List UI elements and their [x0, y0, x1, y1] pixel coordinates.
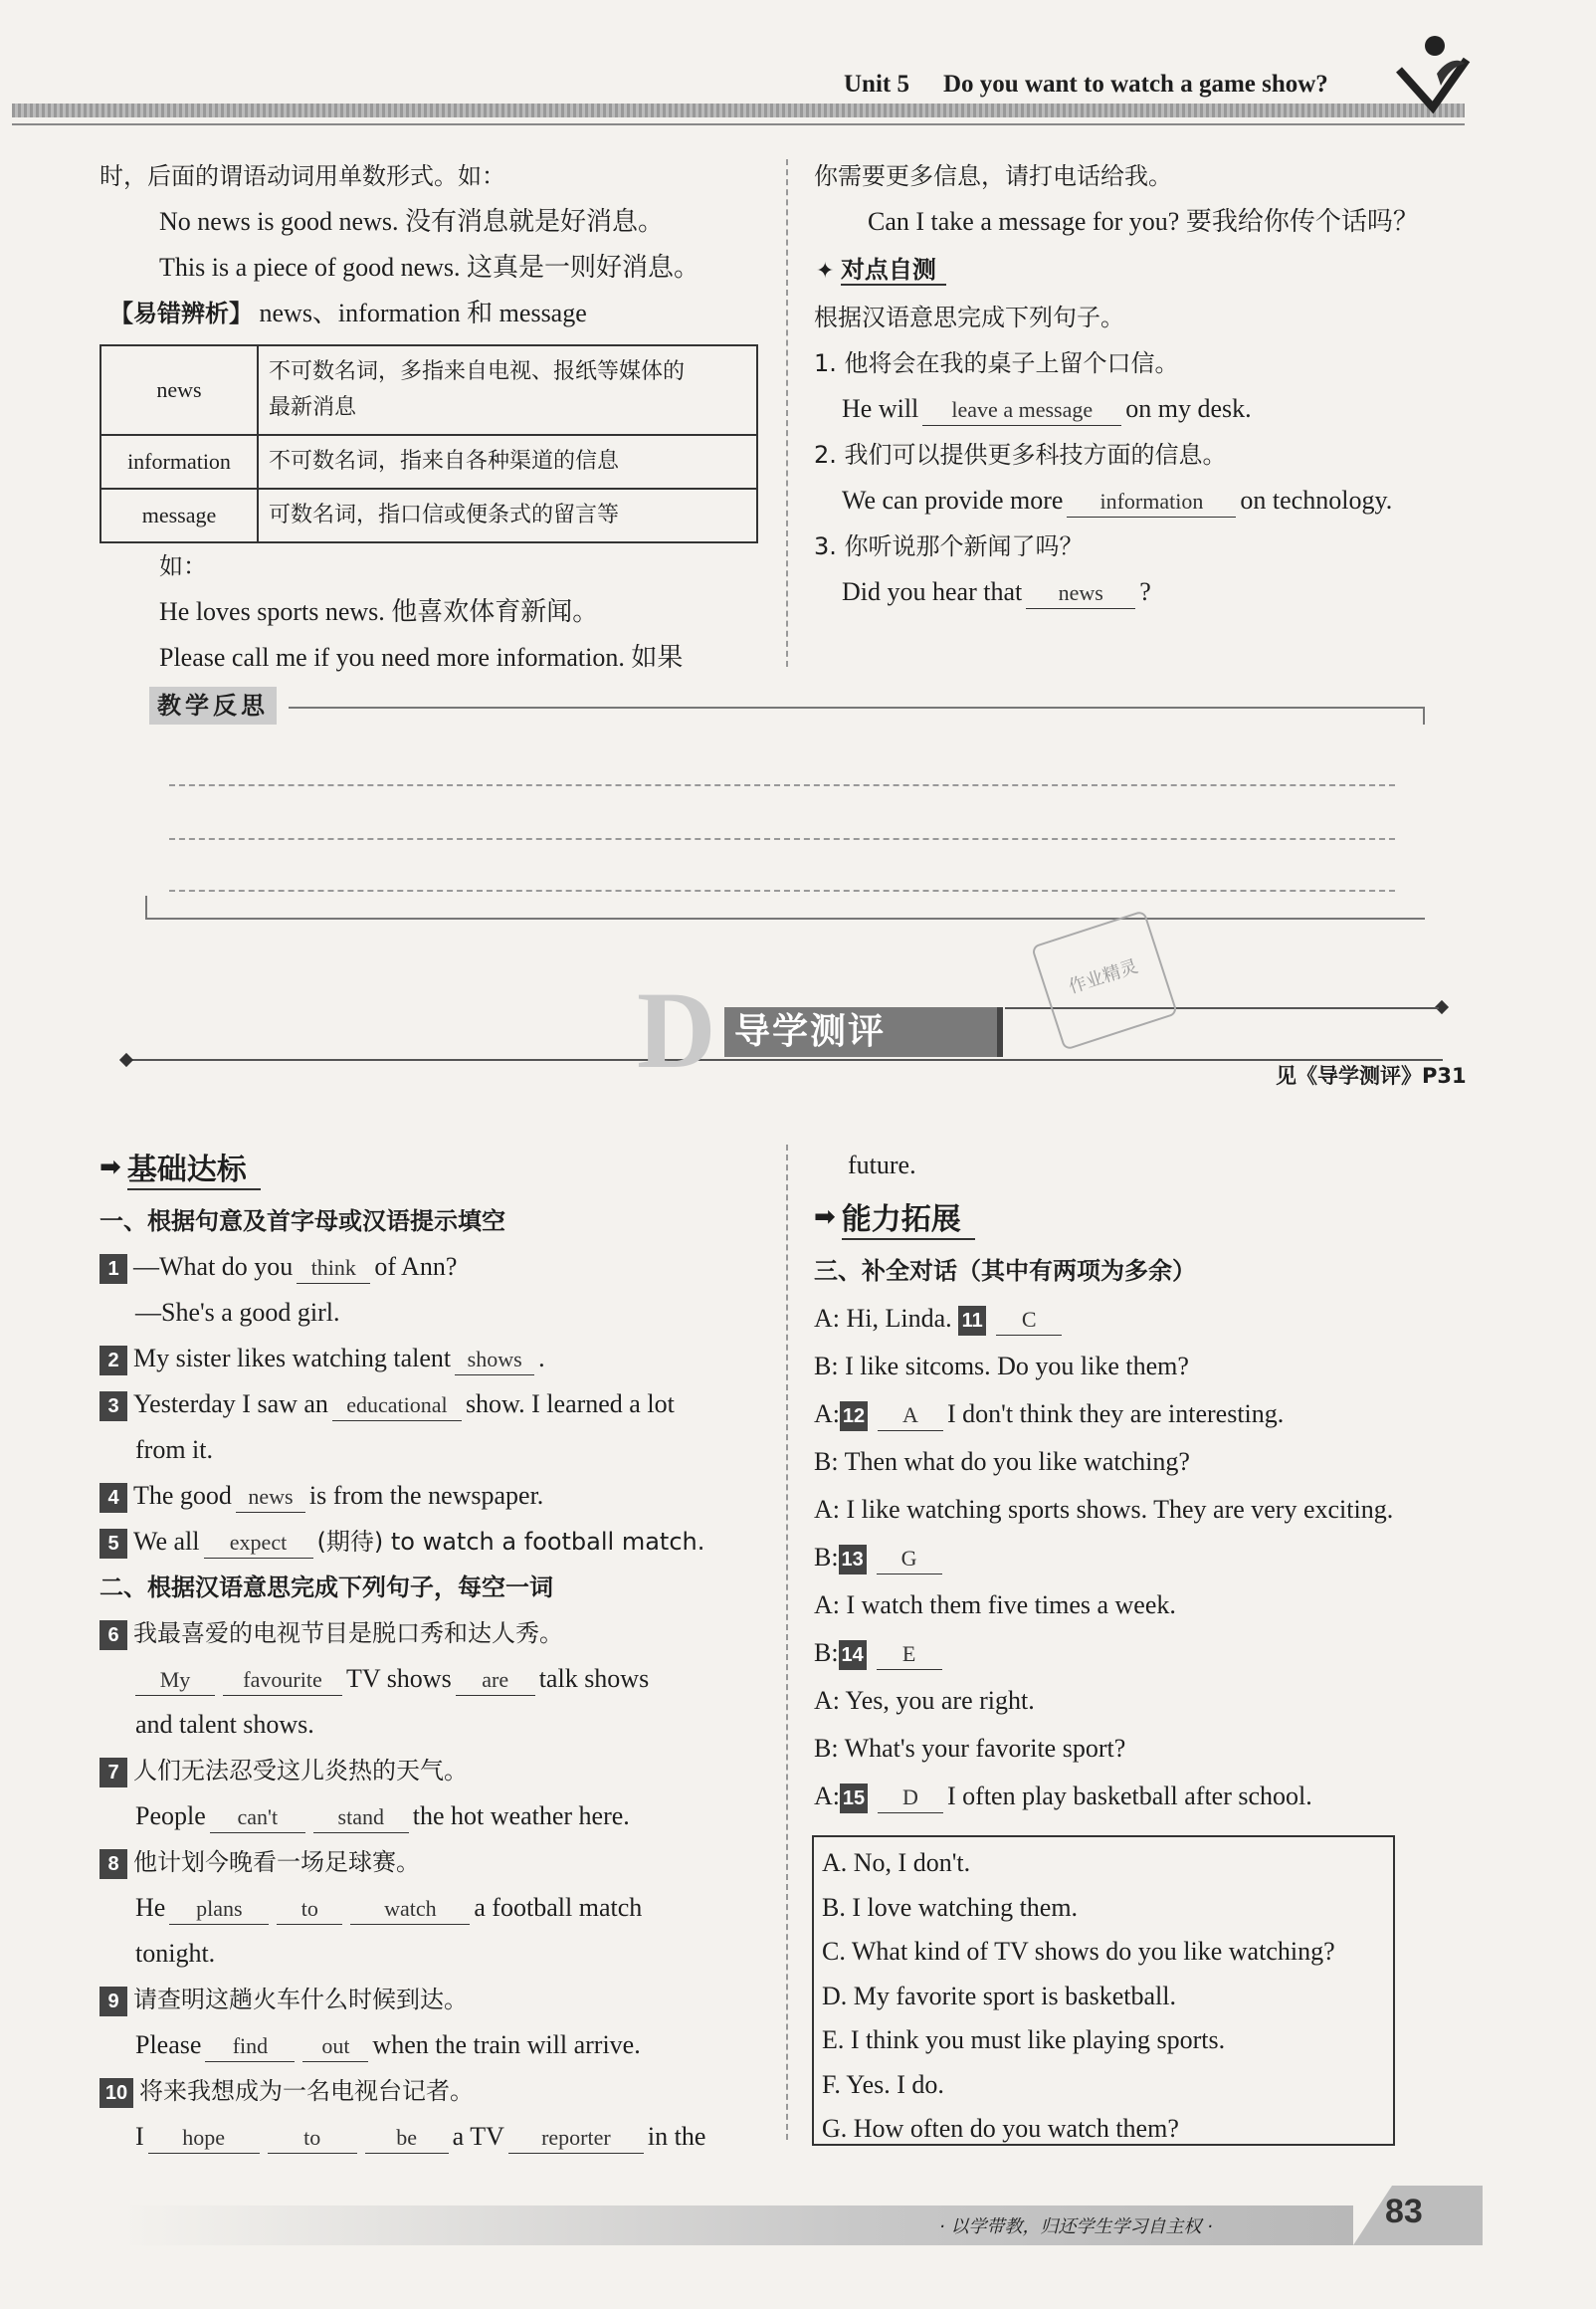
option-item: E. I think you must like playing sports. [822, 2025, 1226, 2054]
dialog-blank-12: A [878, 1400, 943, 1431]
q3-zh: 3. 你听说那个新闻了吗？ [814, 532, 1084, 560]
q3-answer: news [1026, 578, 1135, 609]
column-divider [786, 159, 788, 667]
q7-zh-row: 7 人们无法忍受这儿炎热的天气。 [100, 1748, 468, 1793]
reflection-line [169, 890, 1395, 892]
q1-blank: think [297, 1253, 370, 1284]
option-item: F. Yes. I do. [822, 2069, 944, 2099]
question-number: 12 [840, 1401, 868, 1431]
dialog-line: A: 12 A I don't think they are interesting. [814, 1391, 1284, 1437]
q6-en-row: My favourite TV shows are talk shows [131, 1656, 649, 1702]
q10-zh-row: 10 将来我想成为一名电视台记者。 [100, 2068, 474, 2114]
analysis-text: news、information 和 message [259, 299, 587, 327]
table-row [100, 489, 757, 542]
analysis-label: 【易错辨析】 [109, 300, 253, 327]
question-number: 13 [839, 1545, 867, 1574]
option-item: C. What kind of TV shows do you like watching? [822, 1937, 1335, 1966]
question-number: 10 [100, 2078, 133, 2108]
dialog-line: A: I like watching sports shows. They are very exciting. [814, 1495, 1394, 1524]
dialog-line: A: Yes, you are right. [814, 1686, 1035, 1715]
q7-en-row: People can't stand the hot weather here. [135, 1793, 630, 1839]
option-item: G. How often do you watch them? [822, 2114, 1179, 2143]
logo-icon [1393, 30, 1473, 113]
q2-row: 2 My sister likes watching talent shows . [100, 1336, 545, 1381]
example-1: No news is good news. 没有消息就是好消息。 [159, 207, 664, 236]
question-number: 15 [840, 1784, 868, 1813]
stamp-icon: 作业精灵 [1031, 910, 1178, 1051]
left-line1: 时，后面的谓语动词用单数形式。如： [100, 162, 505, 190]
question-number: 3 [100, 1391, 127, 1421]
q7-blank-2: stand [313, 1802, 409, 1833]
q6-blank-1: My [135, 1665, 215, 1696]
q8-en-row: He plans to watch a football match [135, 1885, 642, 1931]
q10-blank-1: hope [148, 2123, 260, 2154]
reflection-line [169, 784, 1395, 786]
q8-blank-2: to [277, 1894, 342, 1925]
q4-row: 4 The good news is from the newspaper. [100, 1473, 543, 1519]
dialog-line: A: Hi, Linda. 11 C [814, 1296, 1066, 1342]
option-item: D. My favorite sport is basketball. [822, 1981, 1176, 2010]
q8-zh-row: 8 他计划今晚看一场足球赛。 [100, 1839, 420, 1885]
header-rule [12, 123, 1465, 125]
basic-badge: ➡ 基础达标 [100, 1145, 261, 1190]
dialog-blank-13: G [877, 1544, 942, 1574]
table-desc: 不可数名词，指来自各种渠道的信息 [258, 435, 757, 489]
dialog-blank-11: C [996, 1305, 1062, 1336]
section-d-title: 导学测评 [724, 1007, 1003, 1057]
q9-en-row: Please find out when the train will arrive. [135, 2022, 641, 2068]
table-word: news [100, 345, 258, 435]
q6-blank-2: favourite [223, 1665, 342, 1696]
q8-continuation: tonight. [135, 1939, 216, 1968]
table-row [100, 435, 757, 489]
reflection-left-rule [145, 896, 147, 918]
table-word: information [100, 435, 258, 489]
question-number: 6 [100, 1620, 127, 1650]
extend-badge: ➡ 能力拓展 [814, 1194, 975, 1240]
footer-motto: · 以学带教，归还学生学习自主权 · [939, 2216, 1213, 2237]
section-d-line [125, 1059, 1443, 1061]
question-number: 7 [100, 1758, 127, 1787]
dialog-line: A: I watch them five times a week. [814, 1590, 1176, 1619]
arrow-icon: ➡ [814, 1202, 836, 1232]
reflection-right-rule [1423, 707, 1425, 725]
part1-title: 一、根据句意及首字母或汉语提示填空 [100, 1207, 505, 1235]
q1-answer: leave a message [922, 395, 1121, 426]
q6-continuation: and talent shows. [135, 1710, 314, 1739]
future-word: future. [848, 1151, 916, 1179]
table-word: message [100, 489, 258, 542]
q6-blank-3: are [456, 1665, 535, 1696]
q9-blank-2: out [302, 2031, 368, 2062]
q1-response: —She's a good girl. [135, 1298, 340, 1327]
q9-zh-row: 9 请查明这趟火车什么时候到达。 [100, 1977, 468, 2022]
q1-row: 1 —What do you think of Ann? [100, 1244, 457, 1290]
q4-blank: news [236, 1482, 305, 1513]
q10-en-row: I hope to be a TV reporter in the [135, 2114, 705, 2160]
right-line2: Can I take a message for you? 要我给你传个话吗？ [868, 207, 1419, 236]
q3-continuation: from it. [135, 1435, 213, 1464]
unit-label: Unit 5 [844, 71, 909, 98]
star-icon: ✦ [816, 258, 835, 283]
dialog-line: B: I like sitcoms. Do you like them? [814, 1352, 1189, 1380]
q2-answer: information [1067, 487, 1236, 518]
right-line1: 你需要更多信息，请打电话给我。 [814, 162, 1172, 190]
example-3: He loves sports news. 他喜欢体育新闻。 [159, 597, 599, 626]
q3-blank: educational [332, 1390, 462, 1421]
question-number: 2 [100, 1346, 127, 1375]
dialog-blank-15: D [878, 1783, 943, 1813]
table-desc: 可数名词，指口信或便条式的留言等 [258, 489, 757, 542]
dialog-line: B: Then what do you like watching? [814, 1447, 1190, 1476]
option-item: A. No, I don't. [822, 1848, 971, 1877]
reflection-line [169, 838, 1395, 840]
unit-title: Do you want to watch a game show? [943, 71, 1328, 98]
ru-label: 如： [159, 552, 207, 580]
page-number: 83 [1385, 2193, 1423, 2230]
diamond-icon [119, 1053, 133, 1067]
part2-title: 二、根据汉语意思完成下列句子，每空一词 [100, 1574, 553, 1601]
self-test-label: 对点自测 [841, 256, 946, 286]
question-number: 11 [958, 1306, 986, 1336]
self-test-heading [816, 247, 946, 294]
q10-blank-3: be [365, 2123, 449, 2154]
q5-blank: expect [204, 1528, 313, 1559]
q6-zh-row: 6 我最喜爱的电视节目是脱口秀和达人秀。 [100, 1610, 563, 1656]
question-number: 1 [100, 1254, 127, 1284]
dialog-line: B: 14 E [814, 1630, 946, 1676]
question-number: 14 [839, 1640, 867, 1670]
question-number: 5 [100, 1529, 127, 1559]
example-2: This is a piece of good news. 这真是一则好消息。 [159, 253, 700, 282]
q1-en: He will leave a message on my desk. [842, 386, 1252, 432]
dialog-line: A: 15 D I often play basketball after school. [814, 1774, 1312, 1819]
options-box [812, 1835, 1395, 2146]
question-number: 4 [100, 1483, 127, 1513]
dialog-line: B: What's your favorite sport? [814, 1734, 1126, 1763]
dialog-line: B: 13 G [814, 1535, 946, 1580]
q8-blank-3: watch [350, 1894, 470, 1925]
option-item: B. I love watching them. [822, 1892, 1079, 1922]
q10-blank-2: to [268, 2123, 357, 2154]
reflection-bottom-rule [145, 918, 1425, 920]
q1-zh: 1. 他将会在我的桌子上留个口信。 [814, 349, 1179, 377]
word-table [100, 344, 758, 543]
q3-row: 3 Yesterday I saw an educational show. I learned a lot [100, 1381, 675, 1427]
self-test-instruction: 根据汉语意思完成下列句子。 [814, 304, 1124, 331]
reflection-top-rule [289, 707, 1425, 709]
q5-row: 5 We all expect (期待) to watch a football match. [100, 1519, 704, 1565]
table-desc: 不可数名词，多指来自电视、报纸等媒体的 最新消息 [258, 345, 757, 435]
q8-blank-1: plans [169, 1894, 269, 1925]
q2-blank: shows [455, 1345, 534, 1375]
reflection-title: 教学反思 [149, 687, 277, 725]
section-d-ref: 见《导学测评》P31 [1276, 1064, 1467, 1088]
q10-blank-4: reporter [508, 2123, 644, 2154]
analysis-heading [109, 291, 587, 336]
column-divider [786, 1145, 788, 2140]
dialog-blank-14: E [877, 1639, 942, 1670]
q7-blank-1: can't [210, 1802, 305, 1833]
question-number: 9 [100, 1987, 127, 2016]
q2-en: We can provide more information on technology. [842, 478, 1392, 524]
q9-blank-1: find [205, 2031, 295, 2062]
example-4: Please call me if you need more information. 如果 [159, 643, 684, 672]
arrow-icon: ➡ [100, 1153, 121, 1182]
q3-en: Did you hear that news ? [842, 569, 1151, 615]
question-number: 8 [100, 1849, 127, 1879]
part3-title: 三、补全对话（其中有两项为多余） [814, 1257, 1196, 1285]
q2-zh: 2. 我们可以提供更多科技方面的信息。 [814, 441, 1227, 469]
section-d-letter: D [637, 969, 716, 1091]
table-row [100, 345, 757, 435]
